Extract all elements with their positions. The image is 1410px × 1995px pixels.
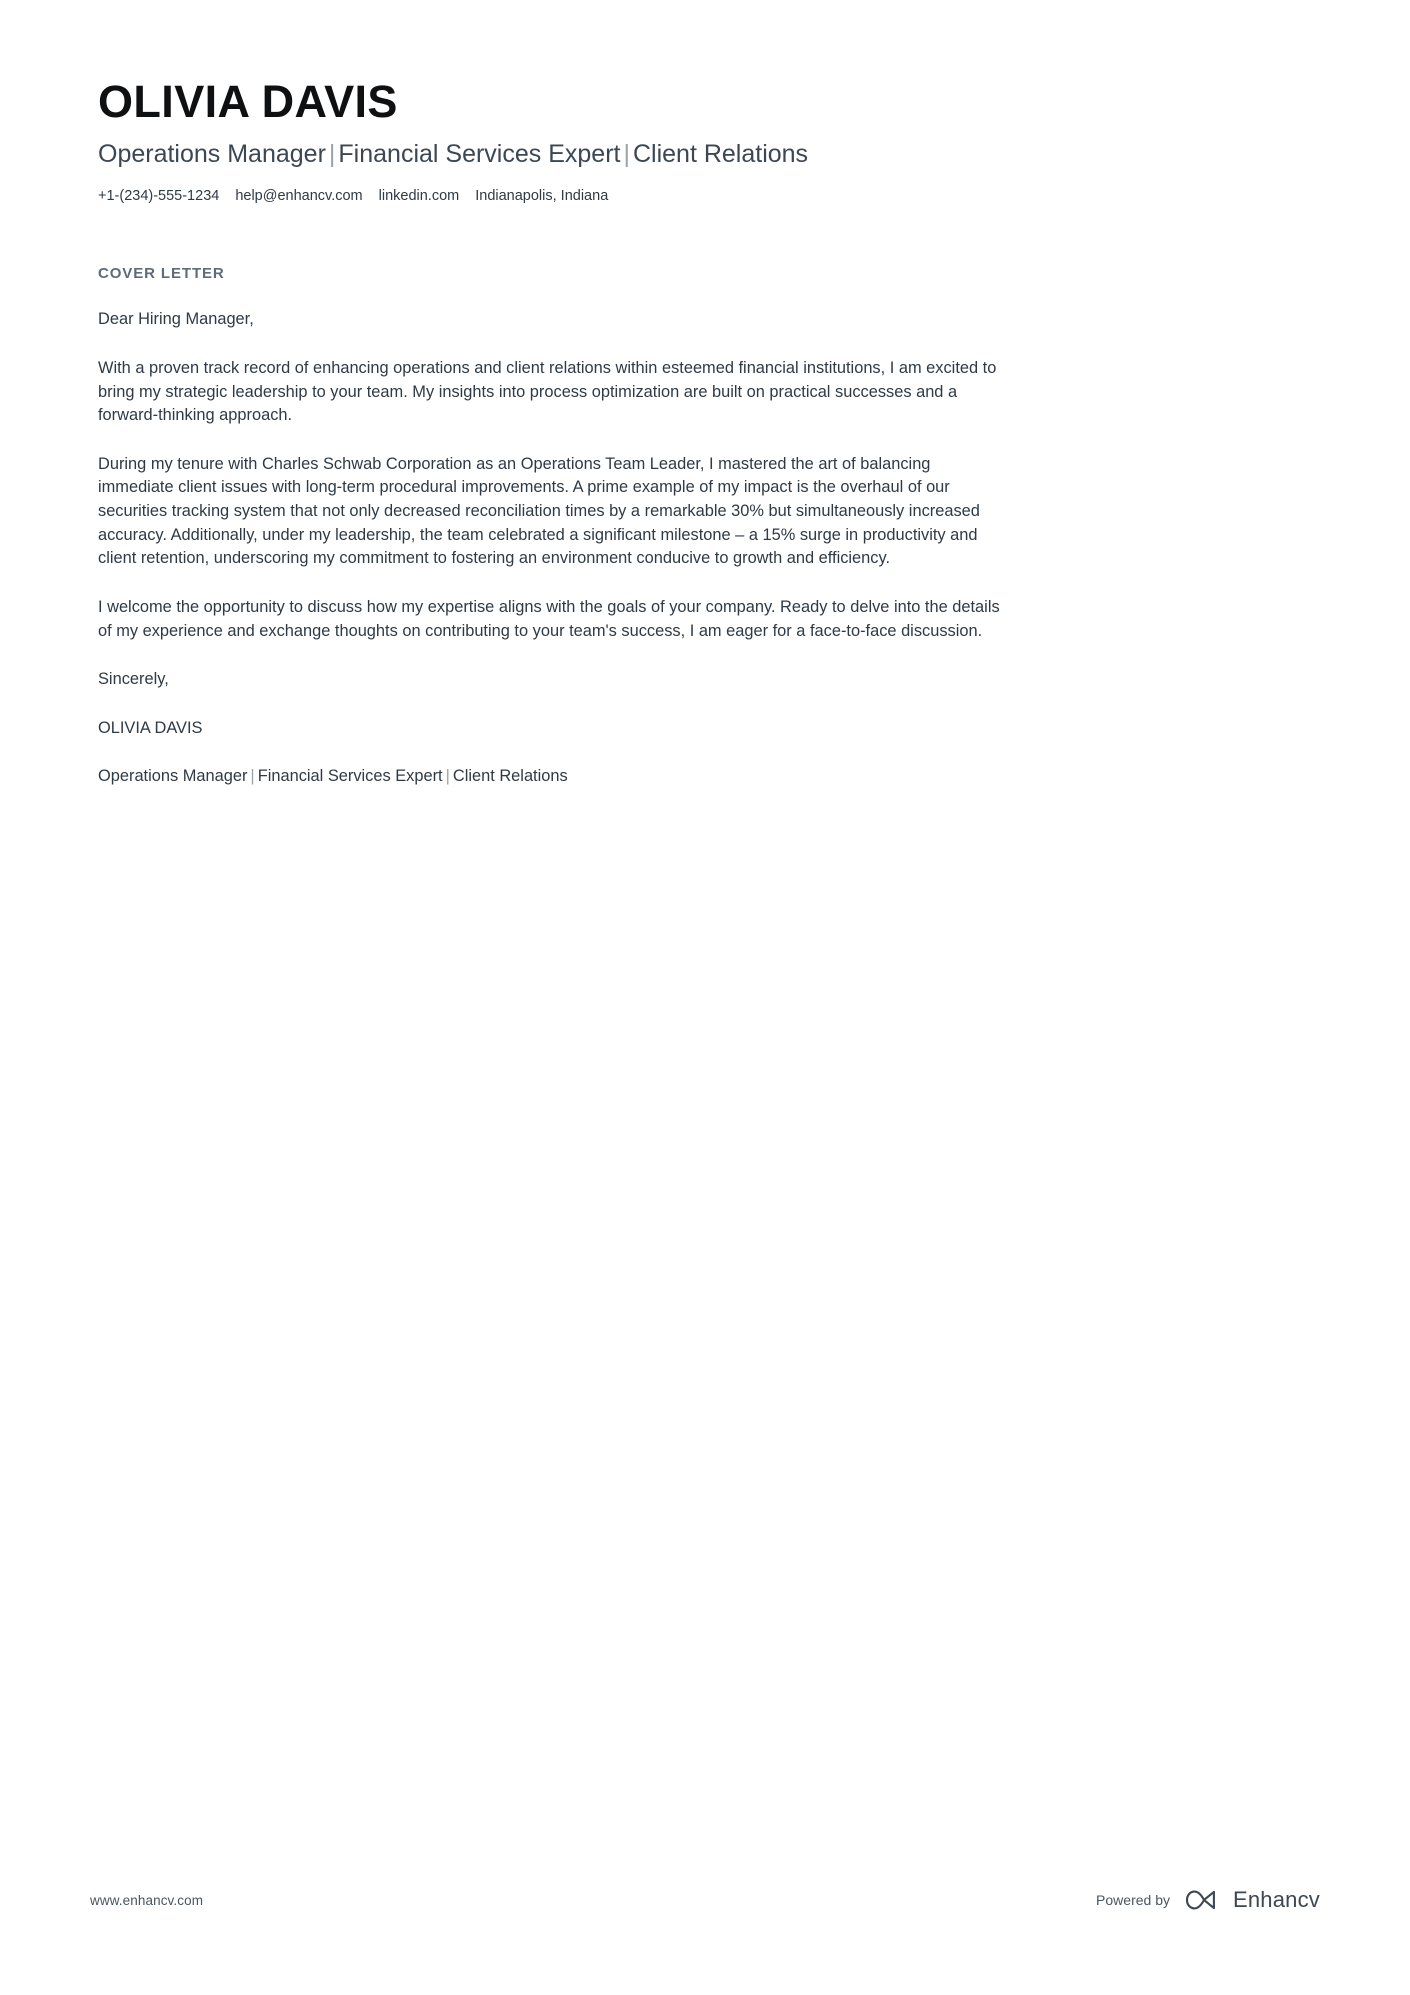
signature-title-divider-2: | xyxy=(445,767,450,786)
letter-salutation: Dear Hiring Manager, xyxy=(98,310,254,329)
signature-title-part-1: Operations Manager xyxy=(98,767,248,786)
signature-title-part-3: Client Relations xyxy=(452,767,568,786)
contact-phone: +1-(234)-555-1234 xyxy=(98,187,220,204)
headline-divider-2: | xyxy=(623,140,630,169)
letter-paragraph-2: During my tenure with Charles Schwab Corporation as an Operations Team Leader, I mastered the art of balancing immediate client issues with long-term procedural improvements. A prime example of my impact is the overhaul of our securities tracking system that not only decreased reconciliation times by a remarkable 30% but simultaneously increased accuracy. Additionally, under my leadership, the team celebrated a significant milestone – a 15% surge in productivity and client retention, underscoring my commitment to fostering an environment conducive to growth and efficiency. xyxy=(98,454,980,568)
professional-headline xyxy=(98,139,1010,170)
signature-name: OLIVIA DAVIS xyxy=(98,718,203,737)
contact-info-row xyxy=(98,187,1010,206)
footer-branding xyxy=(1096,1887,1320,1913)
document-content xyxy=(98,78,1010,789)
signature-title-divider-1: | xyxy=(250,767,255,786)
enhancv-brand-name: Enhancv xyxy=(1232,1887,1320,1912)
enhancv-brand[interactable] xyxy=(1184,1887,1320,1913)
contact-location: Indianapolis, Indiana xyxy=(475,187,609,204)
page-title: OLIVIA DAVIS xyxy=(98,76,398,127)
footer-website-url[interactable]: www.enhancv.com xyxy=(90,1892,204,1908)
contact-linkedin[interactable]: linkedin.com xyxy=(378,187,460,204)
letter-paragraph-3: I welcome the opportunity to discuss how my expertise aligns with the goals of your company. Ready to delve into the details of my experience and exchange thoughts on contributing to your team's success, I am eager for a face-to-face discussion. xyxy=(98,597,1000,640)
letter-paragraph-1: With a proven track record of enhancing operations and client relations within esteemed financial institutions, I am excited to bring my strategic leadership to your team. My insights into process optimization are built on practical successes and a forward-thinking approach. xyxy=(98,358,997,425)
signature-title-part-2: Financial Services Expert xyxy=(257,767,443,786)
page-footer xyxy=(90,1883,1320,1917)
contact-email[interactable]: help@enhancv.com xyxy=(235,187,363,204)
headline-part-3: Client Relations xyxy=(632,140,809,169)
letter-body xyxy=(98,308,1010,789)
letter-closing: Sincerely, xyxy=(98,670,169,689)
enhancv-infinity-logo-icon xyxy=(1184,1887,1224,1913)
powered-by-label: Powered by xyxy=(1096,1892,1170,1908)
headline-divider-1: | xyxy=(328,140,336,169)
headline-part-1: Operations Manager xyxy=(98,140,326,169)
section-heading-cover-letter: COVER LETTER xyxy=(98,265,225,283)
signature-title xyxy=(98,765,1010,789)
document-header xyxy=(98,78,1010,205)
headline-part-2: Financial Services Expert xyxy=(338,140,621,169)
